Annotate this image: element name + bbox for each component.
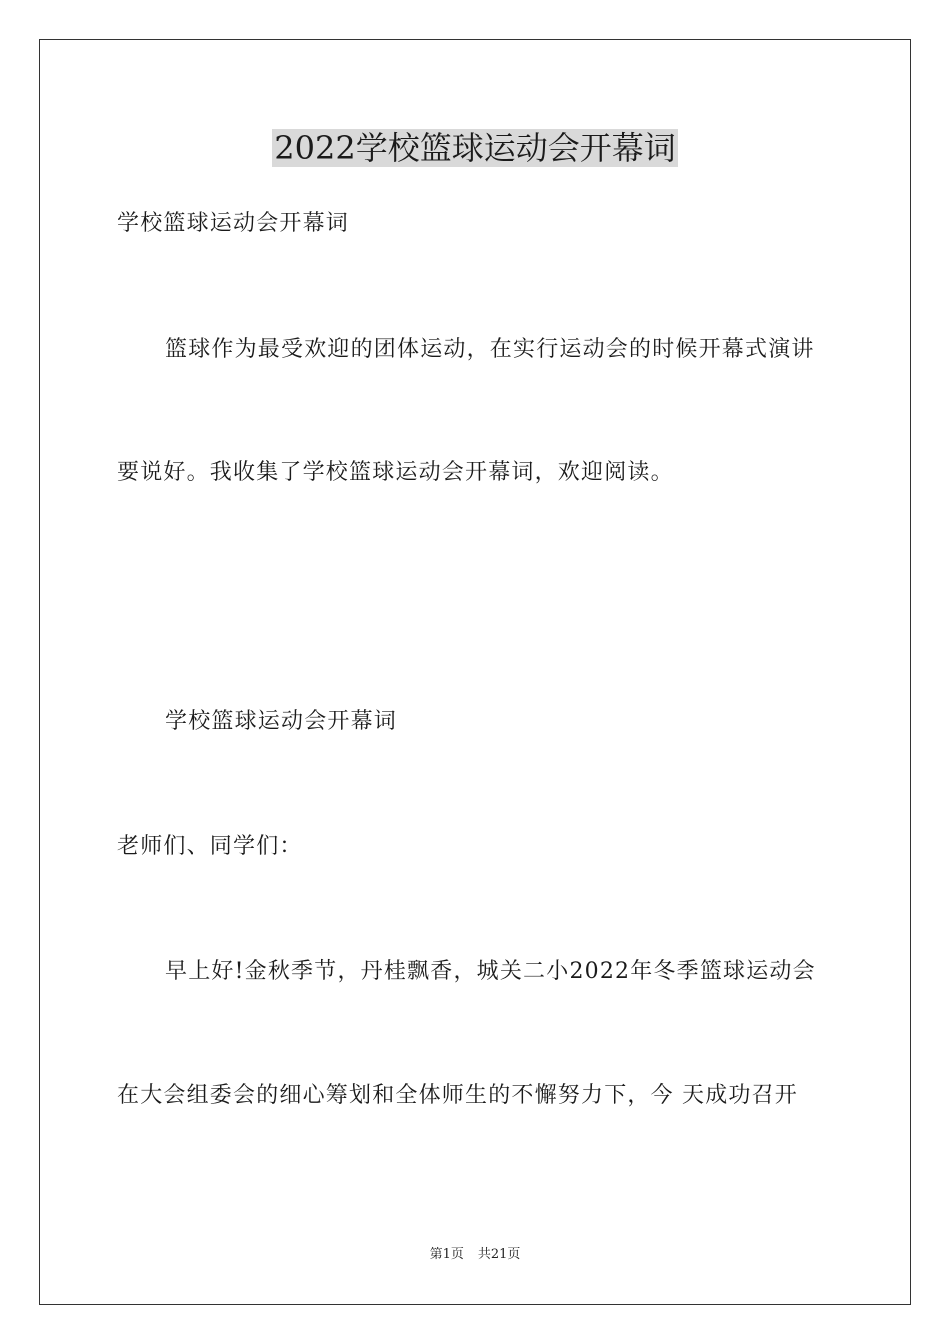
intro-line-1: 篮球作为最受欢迎的团体运动，在实行运动会的时候开幕式演讲 [165,337,815,362]
page-number: 第1页 [429,1247,464,1262]
body-line-2: 在大会组委会的细心筹划和全体师生的不懈努力下，今 天成功召开 [117,1083,798,1108]
intro-line-2: 要说好。我收集了学校篮球运动会开幕词，欢迎阅读。 [117,460,674,485]
body-line-1: 早上好!金秋季节，丹桂飘香，城关二小2022年冬季篮球运动会 [165,959,816,984]
document-subtitle: 学校篮球运动会开幕词 [117,211,350,236]
document-title-text: 2022学校篮球运动会开幕词 [274,129,676,167]
page-footer [0,1247,950,1263]
page-total: 共21页 [477,1247,521,1262]
section-heading: 学校篮球运动会开幕词 [165,709,398,734]
salutation: 老师们、同学们： [117,834,303,859]
document-title [0,128,950,168]
